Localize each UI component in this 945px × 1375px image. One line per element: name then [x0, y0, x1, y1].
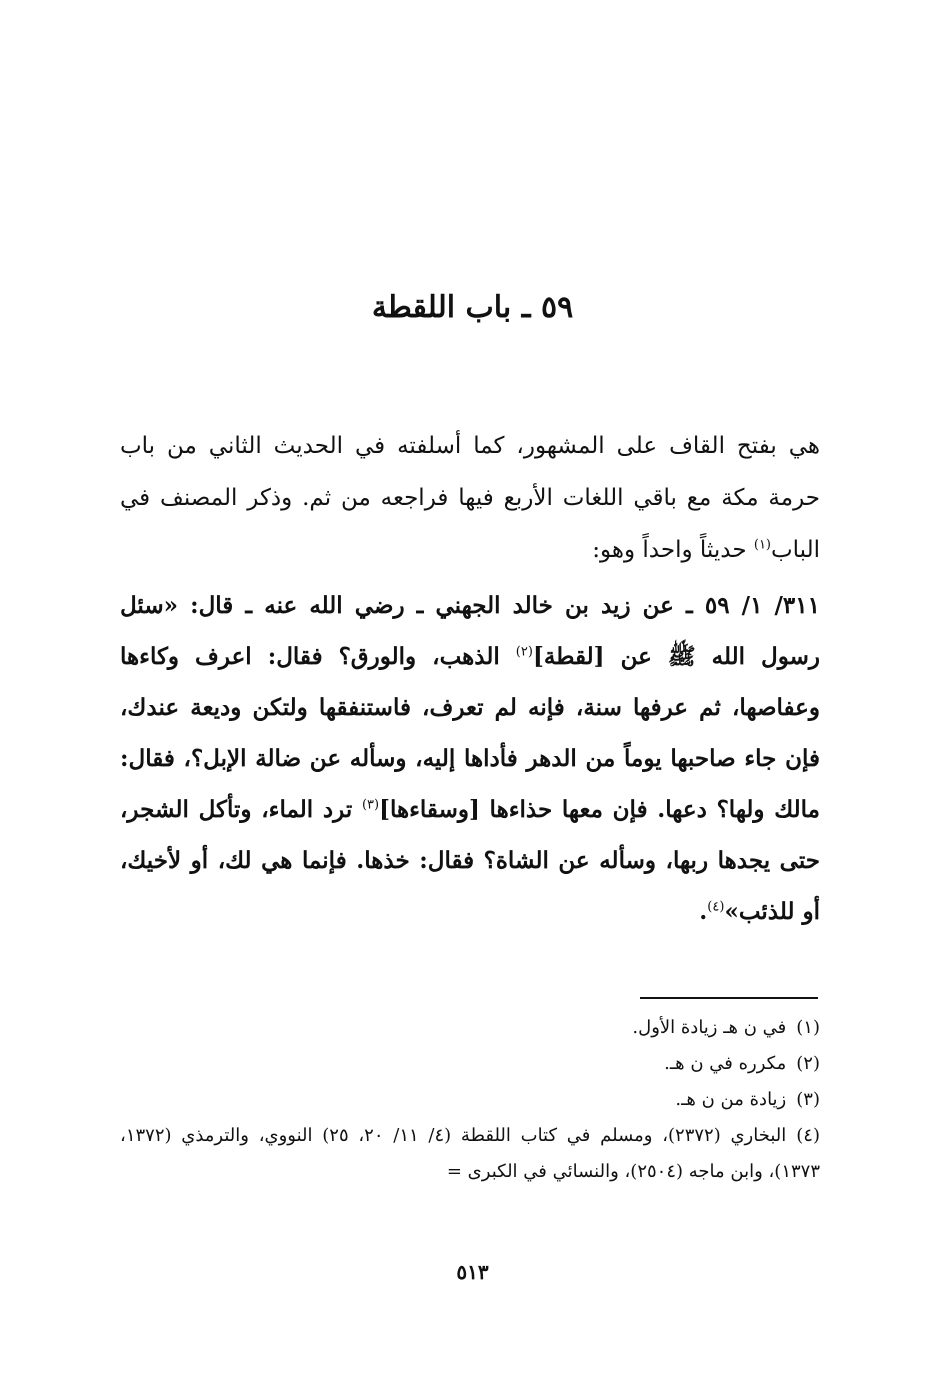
hadith-end: .	[699, 898, 708, 925]
footnote-number: (٣)	[796, 1089, 820, 1110]
footnote	[120, 1118, 820, 1190]
hadith-part-1: ـ عن زيد بن خالد الجهني ـ رضي الله عنه ـ قال: «سئل رسول الله ﷺ عن [لقطة]	[120, 592, 820, 670]
footnote	[120, 1082, 820, 1118]
footnote-separator	[640, 997, 818, 999]
footnote-ref-2: (٢)	[515, 644, 533, 660]
footnote-text: البخاري (٢٣٧٢)، ومسلم في كتاب اللقطة (٤/ ١١/ ٢٠، ٢٥) النووي، والترمذي (١٣٧٢، ١٣٧٣)، وابن ماجه (٢٥٠٤)، والنسائي في الكبرى =	[120, 1125, 820, 1182]
footnote-ref-3: (٣)	[361, 797, 380, 813]
hadith-part-3: ترد الماء، وتأكل الشجر، حتى يجدها ربها، وسأله عن الشاة؟ فقال: خذها. فإنما هي لك، أو لأخيك، أو للذئب»	[120, 796, 820, 925]
footnote-text: مكرره في ن هـ.	[664, 1053, 787, 1074]
footnote-text: زيادة من ن هـ.	[675, 1089, 787, 1110]
intro-paragraph	[120, 420, 820, 576]
intro-text: هي بفتح القاف على المشهور، كما أسلفته في الحديث الثاني من باب حرمة مكة مع باقي اللغات الأربع فيها فراجعه من ثم. وذكر المصنف في الباب	[120, 433, 820, 563]
hadith-text	[120, 580, 820, 937]
footnotes	[120, 1010, 820, 1190]
footnote-number: (٢)	[796, 1053, 820, 1074]
footnote-ref-4: (٤)	[707, 899, 725, 915]
intro-text-end: حديثاً واحداً وهو:	[592, 537, 754, 563]
footnote	[120, 1046, 820, 1082]
footnote-number: (١)	[796, 1017, 820, 1038]
footnote-number: (٤)	[796, 1125, 820, 1146]
hadith-number: ٣١١/ ١/ ٥٩	[704, 592, 820, 619]
chapter-title: ٥٩ ـ باب اللقطة	[371, 290, 574, 325]
hadith-part-2: الذهب، والورق؟ فقال: اعرف وكاءها وعفاصها، ثم عرفها سنة، فإنه لم تعرف، فاستنفقها ولتكن وديعة عندك، فإن جاء صاحبها يوماً من الدهر فأداها إليه، وسأله عن ضالة الإبل؟، فقال: مالك ولها؟ دعها. فإن معها حذاءها [وسقاءها]	[120, 643, 820, 823]
footnote-ref-1: (١)	[753, 537, 771, 553]
footnote-text: في ن هـ زيادة الأول.	[632, 1017, 787, 1038]
page-number: ٥١٣	[456, 1260, 489, 1284]
footnote	[120, 1010, 820, 1046]
